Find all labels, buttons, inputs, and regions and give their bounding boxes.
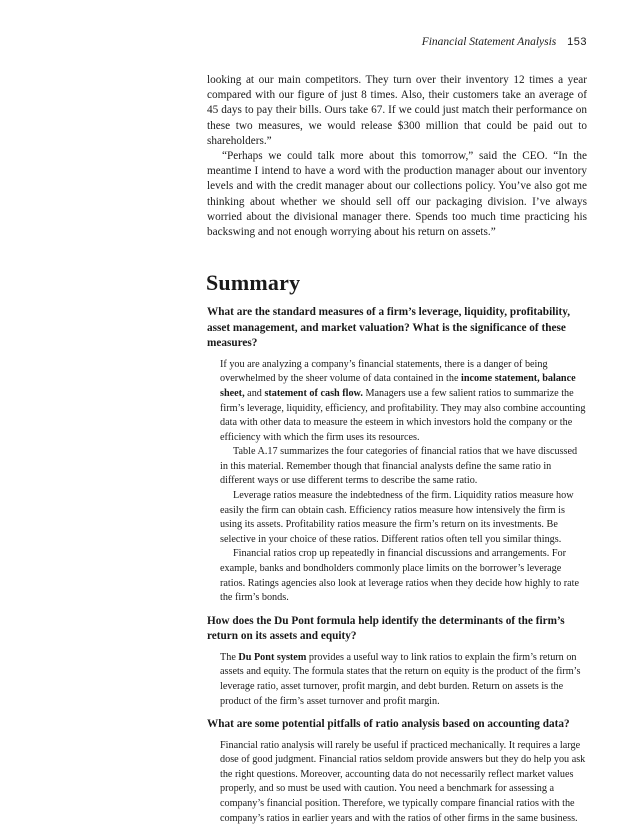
question-2: How does the Du Pont formula help identify the determinants of the firm’s return on its assets and equity?: [207, 614, 565, 643]
answer-1: [207, 358, 587, 606]
answer-1-paragraph-3: Leverage ratios measure the indebtedness of the firm. Liquidity ratios measure how easily the firm can obtain cash. Efficiency ratios measure how intensively the firm is using its assets. Profitability ratios measure the firm’s return on its investments. Be selective in your choice of these ratios. Different ratios often tell you similar things.: [220, 490, 574, 545]
running-header: [422, 36, 587, 48]
section-title: Summary: [206, 270, 301, 296]
answer-1-paragraph-4: Financial ratios crop up repeatedly in financial discussions and arrangements. For example, banks and bondholders commonly place limits on the borrower’s leverage ratios. Ratings agencies also look at leverage ratios when they decide how highly to rate the firm’s bonds.: [220, 548, 579, 604]
page-body: [207, 73, 587, 826]
answer-2-paragraph-1: The Du Pont system provides a useful way to link ratios to explain the firm’s return on assets and equity. The formula states that the return on equity is the product of the firm’s leverage ratio, asset turnover, profit margin, and debt burden. Return on assets is the product of the firm’s asset turnover and profit margin.: [220, 651, 581, 707]
answer-3: [207, 739, 587, 826]
answer-2: [207, 651, 587, 709]
question-3: What are some potential pitfalls of ratio analysis based on accounting data?: [207, 718, 570, 731]
intro-paragraph-2: “Perhaps we could talk more about this tomorrow,” said the CEO. “In the meantime I intend to have a word with the production manager about our inventory levels and with the credit manager about our collections policy. You’ve also got me thinking about whether we should sell off our packaging division. I’ve always worried about the divisional manager there. Spends too much time practicing his backswing and not enough worrying about his return on assets.”: [207, 150, 587, 239]
page-number: 153: [567, 36, 587, 48]
question-1: What are the standard measures of a firm’s leverage, liquidity, profitability, asset management, and market valuation? What is the significance of these measures?: [207, 306, 571, 350]
answer-1-paragraph-1: If you are analyzing a company’s financial statements, there is a danger of being overwhelmed by the sheer volume of data contained in the income statement, balance sheet, and statement of cash flow. Managers use a few salient ratios to summarize the firm’s leverage, liquidity, efficiency, and profitability. They may also combine accounting data with other data to measure the esteem in which investors hold the company or the efficiency with which the firm uses its resources.: [220, 358, 586, 443]
running-title: Financial Statement Analysis: [421, 36, 557, 48]
intro-paragraph-1: looking at our main competitors. They turn over their inventory 12 times a year compared with our figure of just 8 times. Also, their customers take an average of 45 days to pay their bills. Ours take 67. If we could just match their performance on these two measures, we would release $300 million that could be paid out to shareholders.”: [207, 74, 587, 147]
key-term: statement of cash flow.: [264, 387, 363, 399]
answer-3-paragraph-1: Financial ratio analysis will rarely be useful if practiced mechanically. It requires a large dose of good judgment. Financial ratios seldom provide answers but they do help you ask the right questions. Moreover, accounting data do not necessarily reflect market values properly, and so must be used with caution. You need a benchmark for assessing a company’s financial position. Therefore, we typically compare financial ratios with the company’s ratios in earlier years and with the ratios of other firms in the same business.: [220, 739, 586, 824]
answer-1-paragraph-2: Table A.17 summarizes the four categories of financial ratios that we have discussed in this material. Remember though that financial analysts define the same ratio in different ways or use different terms to describe the same ratio.: [220, 446, 578, 487]
key-term: Du Pont system: [238, 651, 307, 663]
key-term: income statement, balance sheet,: [220, 373, 576, 399]
